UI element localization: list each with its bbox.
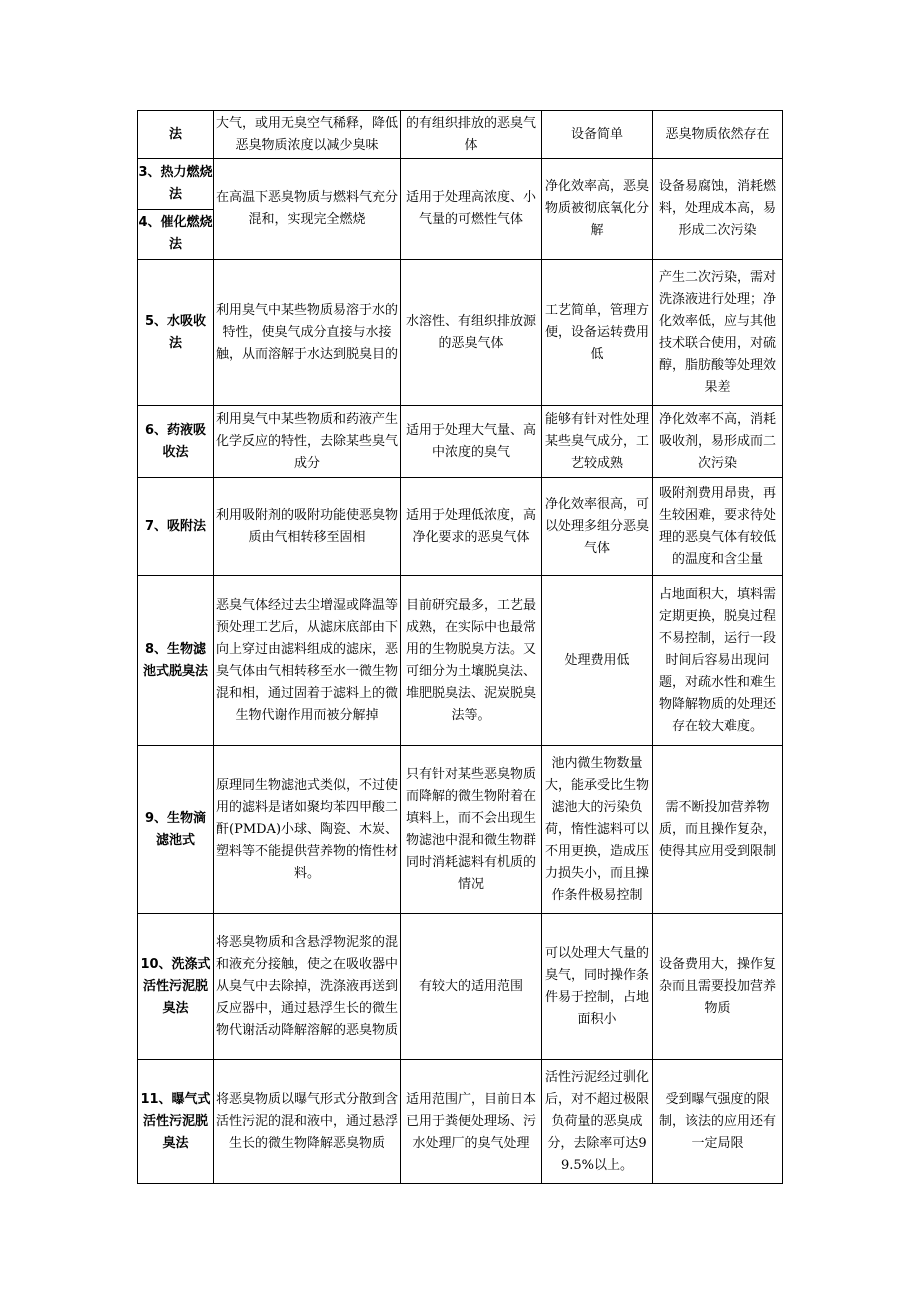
principle-cell: 大气，或用无臭空气稀释，降低恶臭物质浓度以减少臭味 <box>214 111 401 159</box>
method-cell: 6、药液吸收法 <box>138 406 214 478</box>
disadvantage-cell: 吸附剂费用昂贵，再生较困难，要求待处理的恶臭气体有较低的温度和含尘量 <box>653 478 783 576</box>
scope-cell: 适用于处理大气量、高中浓度的臭气 <box>401 406 542 478</box>
principle-cell: 原理同生物滤池式类似，不过使用的滤料是诸如聚均苯四甲酸二酐(PMDA)小球、陶瓷、木炭、塑料等不能提供营养物的惰性材料。 <box>214 746 401 914</box>
principle-cell: 将恶臭物质和含悬浮物泥浆的混和液充分接触，使之在吸收器中从臭气中去除掉，洗涤液再送到反应器中，通过悬浮生长的微生物代谢活动降解溶解的恶臭物质 <box>214 914 401 1060</box>
principle-cell: 利用臭气中某些物质和药液产生化学反应的特性，去除某些臭气成分 <box>214 406 401 478</box>
table-row <box>138 260 783 406</box>
principle-cell: 利用吸附剂的吸附功能使恶臭物质由气相转移至固相 <box>214 478 401 576</box>
scope-cell: 的有组织排放的恶臭气体 <box>401 111 542 159</box>
disadvantage-cell: 设备易腐蚀，消耗燃料，处理成本高，易形成二次污染 <box>653 159 783 260</box>
disadvantage-cell: 净化效率不高，消耗吸收剂，易形成而二次污染 <box>653 406 783 478</box>
method-cell: 7、吸附法 <box>138 478 214 576</box>
advantage-cell: 池内微生物数量大，能承受比生物滤池大的污染负荷，惰性滤料可以不用更换，造成压力损失小，而且操作条件极易控制 <box>542 746 653 914</box>
advantage-cell: 设备简单 <box>542 111 653 159</box>
table-row <box>138 478 783 576</box>
advantage-cell: 可以处理大气量的臭气，同时操作条件易于控制，占地面积小 <box>542 914 653 1060</box>
method-cell: 10、洗涤式活性污泥脱臭法 <box>138 914 214 1060</box>
advantage-cell: 能够有针对性处理某些臭气成分，工艺较成熟 <box>542 406 653 478</box>
principle-cell: 恶臭气体经过去尘增湿或降温等预处理工艺后，从滤床底部由下向上穿过由滤料组成的滤床，恶臭气体由气相转移至水一微生物混和相，通过固着于滤料上的微生物代谢作用而被分解掉 <box>214 576 401 746</box>
principle-cell: 利用臭气中某些物质易溶于水的特性，使臭气成分直接与水接触，从而溶解于水达到脱臭目的 <box>214 260 401 406</box>
disadvantage-cell: 产生二次污染，需对洗涤液进行处理；净化效率低，应与其他技术联合使用，对硫醇，脂肪酸等处理效果差 <box>653 260 783 406</box>
method-cell: 11、曝气式活性污泥脱臭法 <box>138 1060 214 1184</box>
method-cell: 8、生物滤池式脱臭法 <box>138 576 214 746</box>
scope-cell: 适用于处理高浓度、小气量的可燃性气体 <box>401 159 542 260</box>
method-cell: 法 <box>138 111 214 159</box>
disadvantage-cell: 设备费用大，操作复杂而且需要投加营养物质 <box>653 914 783 1060</box>
advantage-cell: 工艺简单，管理方便，设备运转费用低 <box>542 260 653 406</box>
method-cell: 9、生物滴滤池式 <box>138 746 214 914</box>
advantage-cell: 处理费用低 <box>542 576 653 746</box>
disadvantage-cell: 占地面积大，填料需定期更换，脱臭过程不易控制，运行一段时间后容易出现问题，对疏水性和难生物降解物质的处理还存在较大难度。 <box>653 576 783 746</box>
table-row <box>138 159 783 260</box>
scope-cell: 水溶性、有组织排放源的恶臭气体 <box>401 260 542 406</box>
disadvantage-cell: 恶臭物质依然存在 <box>653 111 783 159</box>
table-row <box>138 746 783 914</box>
method-cell <box>138 159 214 260</box>
table-row <box>138 406 783 478</box>
scope-cell: 适用于处理低浓度，高净化要求的恶臭气体 <box>401 478 542 576</box>
method-cell: 5、水吸收法 <box>138 260 214 406</box>
table-row <box>138 111 783 159</box>
table-row <box>138 1060 783 1184</box>
method-catalytic: 4、催化燃烧法 <box>138 215 213 253</box>
principle-cell: 在高温下恶臭物质与燃料气充分混和，实现完全燃烧 <box>214 159 401 260</box>
table-row <box>138 576 783 746</box>
method-thermal: 3、热力燃烧法 <box>138 159 213 210</box>
table-row <box>138 914 783 1060</box>
advantage-cell: 净化效率高，恶臭物质被彻底氧化分解 <box>542 159 653 260</box>
disadvantage-cell: 需不断投加营养物质，而且操作复杂，使得其应用受到限制 <box>653 746 783 914</box>
odor-treatment-table <box>137 110 783 1184</box>
scope-cell: 只有针对某些恶臭物质而降解的微生物附着在填料上，而不会出现生物滤池中混和微生物群同时消耗滤料有机质的情况 <box>401 746 542 914</box>
advantage-cell: 净化效率很高，可以处理多组分恶臭气体 <box>542 478 653 576</box>
disadvantage-cell: 受到曝气强度的限制，该法的应用还有一定局限 <box>653 1060 783 1184</box>
scope-cell: 有较大的适用范围 <box>401 914 542 1060</box>
scope-cell: 目前研究最多，工艺最成熟，在实际中也最常用的生物脱臭方法。又可细分为土壤脱臭法、堆肥脱臭法、泥炭脱臭法等。 <box>401 576 542 746</box>
scope-cell: 适用范围广，目前日本已用于粪便处理场、污水处理厂的臭气处理 <box>401 1060 542 1184</box>
advantage-cell: 活性污泥经过驯化后，对不超过极限负荷量的恶臭成分，去除率可达99.5%以上。 <box>542 1060 653 1184</box>
principle-cell: 将恶臭物质以曝气形式分散到含活性污泥的混和液中，通过悬浮生长的微生物降解恶臭物质 <box>214 1060 401 1184</box>
